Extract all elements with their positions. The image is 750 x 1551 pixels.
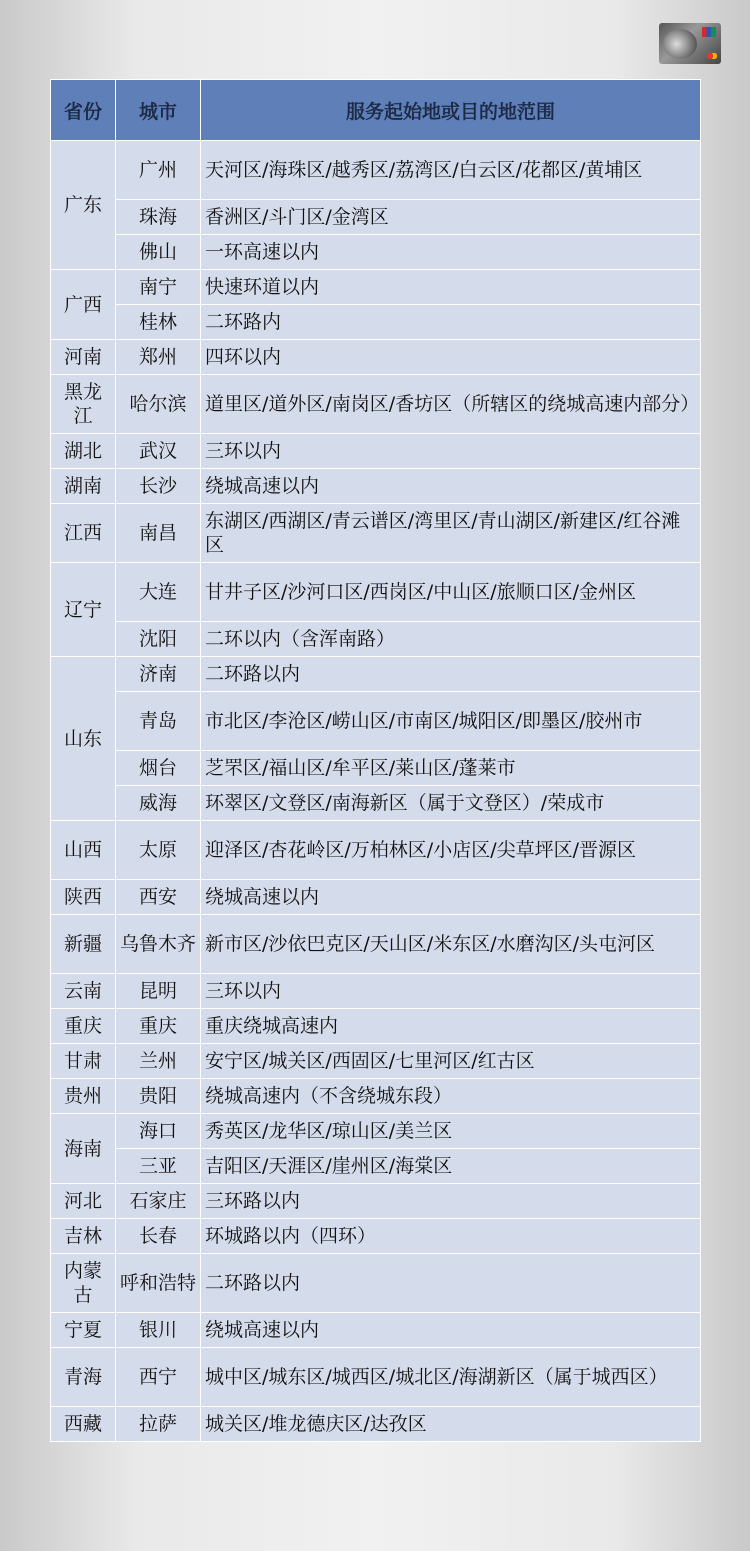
- unionpay-logo-icon: [702, 27, 716, 37]
- range-cell: 二环路以内: [201, 657, 701, 692]
- city-cell: 郑州: [116, 340, 201, 375]
- province-cell: 云南: [51, 974, 116, 1009]
- table-row: [51, 141, 701, 200]
- province-cell: 广东: [51, 141, 116, 270]
- header-range: 服务起始地或目的地范围: [201, 80, 701, 141]
- range-cell: 城中区/城东区/城西区/城北区/海湖新区（属于城西区）: [201, 1348, 701, 1407]
- province-cell: 辽宁: [51, 563, 116, 657]
- city-cell: 乌鲁木齐: [116, 915, 201, 974]
- range-cell: 绕城高速以内: [201, 880, 701, 915]
- city-cell: 太原: [116, 821, 201, 880]
- city-cell: 大连: [116, 563, 201, 622]
- table-header-row: [51, 80, 701, 141]
- range-cell: 绕城高速内（不含绕城东段）: [201, 1079, 701, 1114]
- range-cell: 二环以内（含浑南路）: [201, 622, 701, 657]
- province-cell: 陕西: [51, 880, 116, 915]
- table-row: [51, 200, 701, 235]
- range-cell: 城关区/堆龙德庆区/达孜区: [201, 1407, 701, 1442]
- range-cell: 一环高速以内: [201, 235, 701, 270]
- table-row: [51, 340, 701, 375]
- table-row: [51, 786, 701, 821]
- table-row: [51, 657, 701, 692]
- city-cell: 烟台: [116, 751, 201, 786]
- table-row: [51, 1219, 701, 1254]
- table-row: [51, 692, 701, 751]
- table-row: [51, 1348, 701, 1407]
- union-pay-card-icon: [659, 23, 721, 64]
- city-cell: 西安: [116, 880, 201, 915]
- province-cell: 湖南: [51, 469, 116, 504]
- table-row: [51, 915, 701, 974]
- range-cell: 道里区/道外区/南岗区/香坊区（所辖区的绕城高速内部分）: [201, 375, 701, 434]
- province-cell: 吉林: [51, 1219, 116, 1254]
- province-cell: 山东: [51, 657, 116, 821]
- table-row: [51, 1184, 701, 1219]
- city-cell: 佛山: [116, 235, 201, 270]
- table-row: [51, 305, 701, 340]
- province-cell: 河北: [51, 1184, 116, 1219]
- province-cell: 山西: [51, 821, 116, 880]
- city-cell: 桂林: [116, 305, 201, 340]
- table-row: [51, 270, 701, 305]
- table-row: [51, 469, 701, 504]
- city-cell: 昆明: [116, 974, 201, 1009]
- range-cell: 新市区/沙依巴克区/天山区/米东区/水磨沟区/头屯河区: [201, 915, 701, 974]
- range-cell: 环城路以内（四环）: [201, 1219, 701, 1254]
- city-cell: 长沙: [116, 469, 201, 504]
- range-cell: 二环路内: [201, 305, 701, 340]
- range-cell: 绕城高速以内: [201, 1313, 701, 1348]
- province-cell: 海南: [51, 1114, 116, 1184]
- table-row: [51, 622, 701, 657]
- city-cell: 威海: [116, 786, 201, 821]
- province-cell: 宁夏: [51, 1313, 116, 1348]
- table-row: [51, 974, 701, 1009]
- range-cell: 甘井子区/沙河口区/西岗区/中山区/旅顺口区/金州区: [201, 563, 701, 622]
- range-cell: 重庆绕城高速内: [201, 1009, 701, 1044]
- table-row: [51, 1044, 701, 1079]
- range-cell: 三环以内: [201, 974, 701, 1009]
- range-cell: 芝罘区/福山区/牟平区/莱山区/蓬莱市: [201, 751, 701, 786]
- table-row: [51, 504, 701, 563]
- range-cell: 秀英区/龙华区/琼山区/美兰区: [201, 1114, 701, 1149]
- table-row: [51, 434, 701, 469]
- province-cell: 甘肃: [51, 1044, 116, 1079]
- city-cell: 珠海: [116, 200, 201, 235]
- province-cell: 黑龙江: [51, 375, 116, 434]
- range-cell: 三环以内: [201, 434, 701, 469]
- city-cell: 拉萨: [116, 1407, 201, 1442]
- table-row: [51, 1313, 701, 1348]
- table-row: [51, 1149, 701, 1184]
- city-cell: 青岛: [116, 692, 201, 751]
- city-cell: 兰州: [116, 1044, 201, 1079]
- table-row: [51, 1114, 701, 1149]
- range-cell: 天河区/海珠区/越秀区/荔湾区/白云区/花都区/黄埔区: [201, 141, 701, 200]
- range-cell: 三环路以内: [201, 1184, 701, 1219]
- city-cell: 呼和浩特: [116, 1254, 201, 1313]
- range-cell: 环翠区/文登区/南海新区（属于文登区）/荣成市: [201, 786, 701, 821]
- city-cell: 广州: [116, 141, 201, 200]
- city-cell: 武汉: [116, 434, 201, 469]
- city-cell: 贵阳: [116, 1079, 201, 1114]
- city-cell: 石家庄: [116, 1184, 201, 1219]
- range-cell: 快速环道以内: [201, 270, 701, 305]
- range-cell: 吉阳区/天涯区/崖州区/海棠区: [201, 1149, 701, 1184]
- city-cell: 海口: [116, 1114, 201, 1149]
- mastercard-logo-icon: [707, 53, 717, 59]
- province-cell: 湖北: [51, 434, 116, 469]
- province-cell: 新疆: [51, 915, 116, 974]
- province-cell: 河南: [51, 340, 116, 375]
- table-row: [51, 1079, 701, 1114]
- city-cell: 长春: [116, 1219, 201, 1254]
- city-cell: 银川: [116, 1313, 201, 1348]
- table-row: [51, 751, 701, 786]
- range-cell: 香洲区/斗门区/金湾区: [201, 200, 701, 235]
- province-cell: 青海: [51, 1348, 116, 1407]
- city-cell: 南宁: [116, 270, 201, 305]
- range-cell: 绕城高速以内: [201, 469, 701, 504]
- province-cell: 广西: [51, 270, 116, 340]
- range-cell: 安宁区/城关区/西固区/七里河区/红古区: [201, 1044, 701, 1079]
- dragon-emblem-icon: [663, 29, 697, 59]
- province-cell: 西藏: [51, 1407, 116, 1442]
- header-city: 城市: [116, 80, 201, 141]
- table-row: [51, 1407, 701, 1442]
- city-cell: 重庆: [116, 1009, 201, 1044]
- service-range-table: [50, 79, 701, 1442]
- table-row: [51, 1009, 701, 1044]
- range-cell: 四环以内: [201, 340, 701, 375]
- header-province: 省份: [51, 80, 116, 141]
- table-row: [51, 880, 701, 915]
- table-row: [51, 375, 701, 434]
- city-cell: 哈尔滨: [116, 375, 201, 434]
- range-cell: 东湖区/西湖区/青云谱区/湾里区/青山湖区/新建区/红谷滩区: [201, 504, 701, 563]
- table-row: [51, 1254, 701, 1313]
- city-cell: 三亚: [116, 1149, 201, 1184]
- range-cell: 迎泽区/杏花岭区/万柏林区/小店区/尖草坪区/晋源区: [201, 821, 701, 880]
- city-cell: 沈阳: [116, 622, 201, 657]
- table-row: [51, 821, 701, 880]
- city-cell: 西宁: [116, 1348, 201, 1407]
- province-cell: 内蒙古: [51, 1254, 116, 1313]
- city-cell: 济南: [116, 657, 201, 692]
- city-cell: 南昌: [116, 504, 201, 563]
- province-cell: 重庆: [51, 1009, 116, 1044]
- range-cell: 市北区/李沧区/崂山区/市南区/城阳区/即墨区/胶州市: [201, 692, 701, 751]
- province-cell: 江西: [51, 504, 116, 563]
- table-row: [51, 235, 701, 270]
- province-cell: 贵州: [51, 1079, 116, 1114]
- table-row: [51, 563, 701, 622]
- range-cell: 二环路以内: [201, 1254, 701, 1313]
